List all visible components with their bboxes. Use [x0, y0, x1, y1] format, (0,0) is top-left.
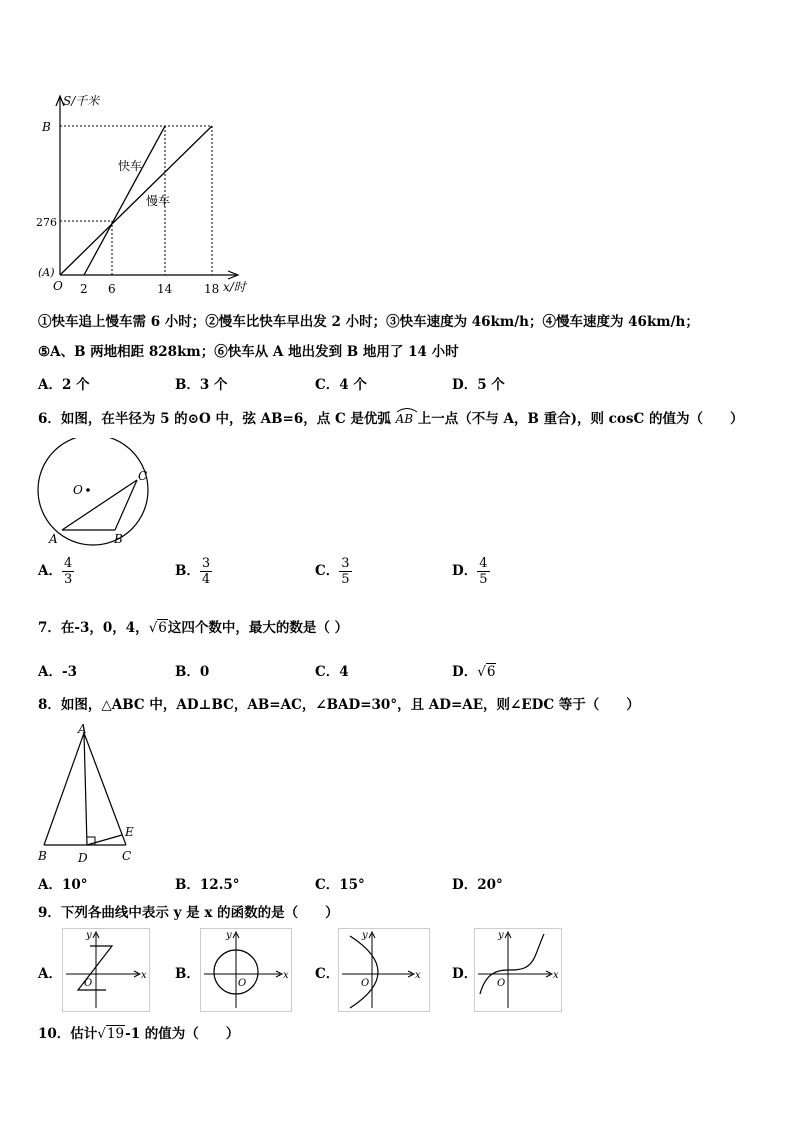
q6-option-c[interactable]: C． $\frac{3}{5}$	[315, 556, 350, 587]
origin-label: O	[238, 978, 247, 989]
q6-arc-text: AB	[395, 412, 414, 426]
origin-label: O	[361, 978, 370, 989]
segment-AD	[84, 733, 87, 845]
fraction: $\frac{3}{4}$	[201, 556, 211, 587]
x-tick-6: 6	[108, 282, 116, 296]
label-C: C	[122, 849, 132, 863]
q7-option-a[interactable]: A．-3	[38, 664, 77, 680]
label-B: B	[114, 532, 123, 546]
q8-triangle-figure	[34, 720, 144, 868]
sqrt-expression: √19	[97, 1026, 125, 1042]
q5-option-d[interactable]: D．5 个	[452, 377, 505, 393]
q5-distance-time-graph	[30, 90, 260, 300]
q9-graph-a	[62, 928, 150, 1012]
label-E: E	[125, 825, 134, 839]
q6-option-b[interactable]: B． $\frac{3}{4}$	[175, 556, 211, 587]
q5-option-a[interactable]: A．2 个	[38, 377, 90, 393]
q9-graph-d	[474, 928, 562, 1012]
q8-stem: 8．如图，△ABC 中，AD⊥BC，AB=AC，∠BAD=30°，且 AD=AE，则∠EDC 等于（ ）	[38, 697, 640, 713]
q9-option-a[interactable]: A．	[38, 966, 62, 982]
sqrt-expression: √6	[148, 620, 167, 636]
slow-car-label: 慢车	[146, 194, 171, 208]
y-axis-label: S/千米	[63, 94, 100, 108]
label-B: B	[38, 849, 47, 863]
q9-option-c[interactable]: C．	[315, 966, 340, 982]
label-A: (A)	[38, 266, 55, 279]
fast-car-label: 快车	[118, 159, 143, 173]
q5-statement-line2: ⑤A、B 两地相距 828km；⑥快车从 A 地出发到 B 地用了 14 小时	[38, 344, 459, 360]
arc-mark-icon	[396, 407, 418, 413]
x-tick-14: 14	[157, 282, 173, 296]
q6-stem	[38, 410, 743, 428]
label-B: B	[42, 120, 51, 134]
label-C: C	[138, 469, 148, 483]
q8-option-d[interactable]: D．20°	[452, 877, 503, 893]
origin-label: O	[497, 978, 506, 989]
axis-x-label: x	[553, 970, 559, 981]
label-A: A	[78, 722, 87, 736]
q7-option-b[interactable]: B．0	[175, 664, 210, 680]
q6-circle-figure	[34, 438, 154, 548]
q9-option-b[interactable]: B．	[175, 966, 200, 982]
axis-x-label: x	[141, 970, 147, 981]
q7-stem: 7．在-3，0，4，√6这四个数中，最大的数是（ ）	[38, 620, 349, 636]
q7-option-c[interactable]: C．4	[315, 664, 349, 680]
label-A: A	[49, 532, 58, 546]
q8-option-b[interactable]: B．12.5°	[175, 877, 240, 893]
q9-option-d[interactable]: D．	[452, 966, 478, 982]
x-tick-18: 18	[204, 282, 220, 296]
axis-y-label: y	[498, 930, 504, 941]
axis-x-label: x	[283, 970, 289, 981]
origin-label: O	[84, 978, 93, 989]
q8-option-a[interactable]: A．10°	[38, 877, 88, 893]
q5-option-c[interactable]: C．4 个	[315, 377, 367, 393]
q7-option-d[interactable]: D．√6	[452, 664, 496, 680]
axis-x-label: x	[415, 970, 421, 981]
fraction: $\frac{4}{3}$	[63, 556, 73, 587]
fraction: $\frac{4}{5}$	[479, 556, 488, 587]
q9-graph-b	[200, 928, 292, 1012]
label-D: D	[78, 851, 88, 865]
q6-option-d[interactable]: D． $\frac{4}{5}$	[452, 556, 488, 587]
axis-y-label: y	[86, 930, 92, 941]
q5-statement-line1: ①快车追上慢车需 6 小时；②慢车比快车早出发 2 小时；③快车速度为 46km/h；④慢车速度为 46km/h；	[38, 314, 699, 330]
q8-option-c[interactable]: C．15°	[315, 877, 365, 893]
q9-graph-c	[338, 928, 430, 1012]
label-O: O	[53, 279, 63, 293]
q6-stem-part1: 6．如图，在半径为 5 的⊙O 中，弦 AB=6，点 C 是优弧	[38, 411, 391, 427]
q9-stem: 9．下列各曲线中表示 y 是 x 的函数的是（ ）	[38, 905, 339, 921]
q10-stem: 10．估计√19-1 的值为（ ）	[38, 1026, 240, 1042]
x-tick-2: 2	[80, 282, 88, 296]
q5-option-b[interactable]: B．3 个	[175, 377, 228, 393]
x-axis-label: x/时	[223, 280, 246, 294]
q6-arc-label	[396, 410, 413, 428]
axis-y-label: y	[226, 930, 232, 941]
side-AC	[84, 733, 126, 845]
fraction: $\frac{3}{5}$	[341, 556, 350, 587]
label-276: 276	[36, 216, 57, 229]
q6-stem-part2: 上一点（不与 A，B 重合)，则 cosC 的值为（ ）	[417, 411, 744, 427]
side-AB	[44, 733, 84, 845]
label-O: O	[73, 483, 83, 497]
sqrt-expression: √6	[477, 664, 496, 680]
slow-car-line	[60, 126, 212, 275]
center-dot	[86, 488, 90, 492]
q6-option-a[interactable]: A． $\frac{4}{3}$	[38, 556, 73, 587]
axis-y-label: y	[362, 930, 368, 941]
